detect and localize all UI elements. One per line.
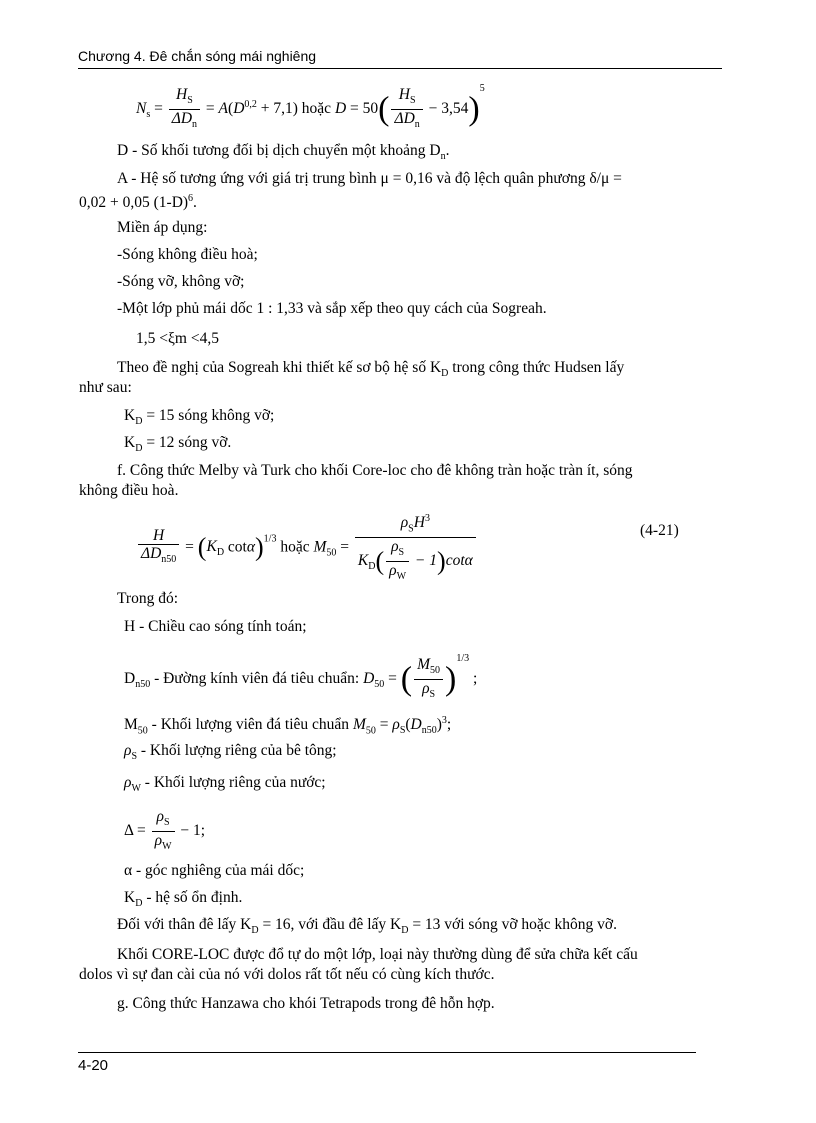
a-definition-1: A - Hệ số tương ứng với giá trị trung bình μ = 0,16 và độ lệch quân phương δ/μ = <box>117 170 622 187</box>
delta-formula: Δ = $\frac{\rho_S}{\rho_W}$ − 1; <box>124 808 206 853</box>
footer-rule <box>78 1052 696 1053</box>
d-definition: D - Số khối tương đối bị dịch chuyển một khoảng $D_n$. <box>117 142 450 163</box>
scope-1: -Sóng không điều hoà; <box>117 246 258 263</box>
page-number: 4-20 <box>78 1057 109 1074</box>
where-heading: Trong đó: <box>117 590 179 607</box>
h-definition: H - Chiều cao sóng tính toán; <box>124 618 307 635</box>
range: 1,5 <ξm <4,5 <box>136 330 219 347</box>
formula-4-21: $\frac{H}{\Delta D_{n50}}$ = ($K_D$ cotα)$^{1/3}$ hoặc $M_{50}$ = $\rho_SH^3$ $K_D$( $\frac{\rho_S}{\rho_W}$ − 1)cotα <box>136 510 478 585</box>
sogreah-2: như sau: <box>79 379 132 396</box>
melby-1: f. Công thức Melby và Turk cho khối Core-loc cho đê không tràn hoặc tràn ít, sóng <box>117 462 633 479</box>
hoac-1: hoặc <box>301 100 332 117</box>
equation-number: (4-21) <box>640 522 679 539</box>
coreloc-1: Khối CORE-LOC được đổ tự do một lớp, loại này thường dùng để sửa chữa kết cấu <box>117 946 638 963</box>
scope-3: -Một lớp phủ mái dốc 1 : 1,33 và sắp xếp theo quy cách của Sogreah. <box>117 300 547 317</box>
formula-ns: $N_s$ = $\frac{H_S}{\Delta D_n}$ = $A(D^{0,2} + 7,1)$ hoặc D = 50( $\frac{H_S}{\Delta D_n}$ − 3,54)$^5$ <box>136 83 485 131</box>
scope-2: -Sóng vỡ, không vỡ; <box>117 273 245 290</box>
kd-definition: $K_D$ - hệ số ổn định. <box>124 889 243 910</box>
kd-15: $K_D = 15$ sóng không vỡ; <box>124 407 275 428</box>
header-rule <box>78 68 722 69</box>
hanzawa-heading: g. Công thức Hanzawa cho khói Tetrapods trong đê hỗn hợp. <box>117 995 495 1012</box>
melby-2: không điều hoà. <box>79 482 179 499</box>
m50-definition: $M_{50}$ - Khối lượng viên đá tiêu chuẩn $M_{50} = \rho_S(D_{n50})^3$; <box>124 715 452 737</box>
page-header: Chương 4. Đê chắn sóng mái nghiêng <box>78 48 317 64</box>
a-definition-2: 0,02 + 0,05 $(1-D)^6$. <box>79 193 197 212</box>
rhos-definition: $\rho_S$ - Khối lượng riêng của bê tông; <box>124 742 337 763</box>
hoac-2: hoặc <box>280 538 310 556</box>
sogreah-1: Theo đề nghị của Sogreah khi thiết kế sơ bộ hệ số $K_D$ trong công thức Hudsen lấy <box>117 359 625 380</box>
dn50-definition: $D_{n50}$ - Đường kính viên đá tiêu chuẩn: $D_{50}$ = ( $\frac{M_{50}}{\rho_S}$ )$^{1/3}$ ; <box>124 653 478 701</box>
body-head-kd: Đối với thân đê lấy $K_D = 16$, với đầu đê lấy $K_D = 13$ với sóng vỡ hoặc không vỡ. <box>117 916 617 937</box>
rhow-definition: $\rho_W$ - Khối lượng riêng của nước; <box>124 774 326 795</box>
coreloc-2: dolos vì sự đan cài của nó với dolos rất tốt nếu có cùng kích thước. <box>79 966 495 983</box>
scope-heading: Miền áp dụng: <box>117 219 208 236</box>
kd-12: $K_D = 12$ sóng vỡ. <box>124 434 232 455</box>
alpha-definition: α - góc nghiêng của mái dốc; <box>124 862 305 879</box>
